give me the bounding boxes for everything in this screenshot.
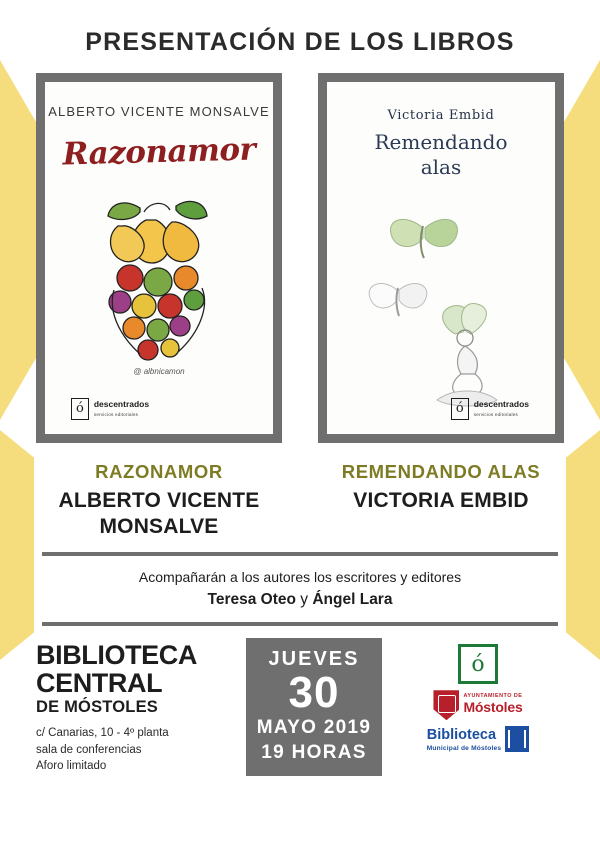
event-weekday: JUEVES: [268, 648, 360, 671]
ayuntamiento-mostoles-logo: [433, 690, 522, 720]
divider-bottom: [42, 622, 558, 626]
guests-section: [36, 569, 564, 609]
book-covers: [36, 73, 564, 443]
book-author-1: ALBERTO VICENTE MONSALVE: [58, 488, 260, 538]
venue-address: [36, 725, 236, 774]
mostoles-shield-icon: [433, 690, 459, 720]
publisher-tagline: servicios editoriales: [473, 411, 519, 417]
book-cover-remendando-alas: [318, 73, 564, 443]
publisher-name: descentrados: [473, 398, 529, 409]
descentrados-mark: ó: [71, 398, 89, 420]
descentrados-logo: ó: [458, 644, 498, 684]
cover-title-razonamor: Razonamor: [62, 131, 256, 173]
book-author-2: VICTORIA EMBID: [353, 488, 529, 512]
publisher-tagline: servicios editoriales: [93, 411, 139, 417]
book-mark-icon: [505, 726, 529, 752]
event-month-year: MAYO 2019: [256, 717, 372, 739]
venue-line-1: BIBLIOTECA: [36, 640, 197, 671]
ayuntamiento-label: AYUNTAMIENTO DE: [463, 693, 523, 700]
book-titles: [36, 460, 564, 539]
venue-line-3: DE MÓSTOLES: [36, 698, 158, 717]
cover-author-razonamor: ALBERTO VICENTE MONSALVE: [48, 104, 270, 119]
book-title-1: RAZONAMOR: [95, 461, 223, 482]
event-day: 30: [288, 668, 340, 718]
cover-handle-razonamor: @ albnicamon: [133, 367, 185, 376]
publisher-logo-razonamor: [71, 398, 149, 420]
biblioteca-sublabel: Municipal de Móstoles: [426, 745, 502, 753]
event-date-box: [246, 638, 382, 776]
venue-line-2: CENTRAL: [36, 667, 163, 698]
book-entry-remendando: [318, 460, 564, 539]
butterflies-fairy-illustration: [327, 192, 555, 422]
book-title-2: REMENDANDO ALAS: [341, 461, 541, 482]
book-entry-razonamor: [36, 460, 282, 539]
mostoles-label: Móstoles: [463, 699, 523, 716]
guests-conjunction: y: [300, 591, 309, 609]
guests-names: [36, 591, 564, 609]
descentrados-mark: ó: [451, 398, 469, 420]
page-title: PRESENTACIÓN DE LOS LIBROS: [85, 28, 515, 56]
venue-address-line-1: c/ Canarias, 10 - 4º planta: [36, 727, 169, 740]
fruit-illustration: [84, 182, 234, 372]
book-cover-razonamor: [36, 73, 282, 443]
cover-author-remendando: Victoria Embid: [387, 108, 495, 123]
venue-address-line-3: Aforo limitado: [36, 760, 107, 773]
cover-title-remendando: Remendando alas: [374, 130, 508, 179]
biblioteca-label: Biblioteca: [426, 727, 497, 744]
footer: [36, 638, 564, 776]
publisher-logo-remendando: [451, 398, 529, 420]
guest-name-2: Ángel Lara: [312, 591, 393, 609]
biblioteca-municipal-logo: [427, 726, 530, 752]
logo-group: [392, 638, 564, 776]
guest-name-1: Teresa Oteo: [207, 591, 296, 609]
divider-top: [42, 552, 558, 556]
guests-intro: Acompañarán a los autores los escritores y editores: [138, 569, 462, 586]
venue-block: [36, 638, 236, 776]
venue-address-line-2: sala de conferencias: [36, 743, 142, 756]
event-time: 19 HORAS: [261, 742, 367, 764]
publisher-name: descentrados: [93, 398, 150, 409]
